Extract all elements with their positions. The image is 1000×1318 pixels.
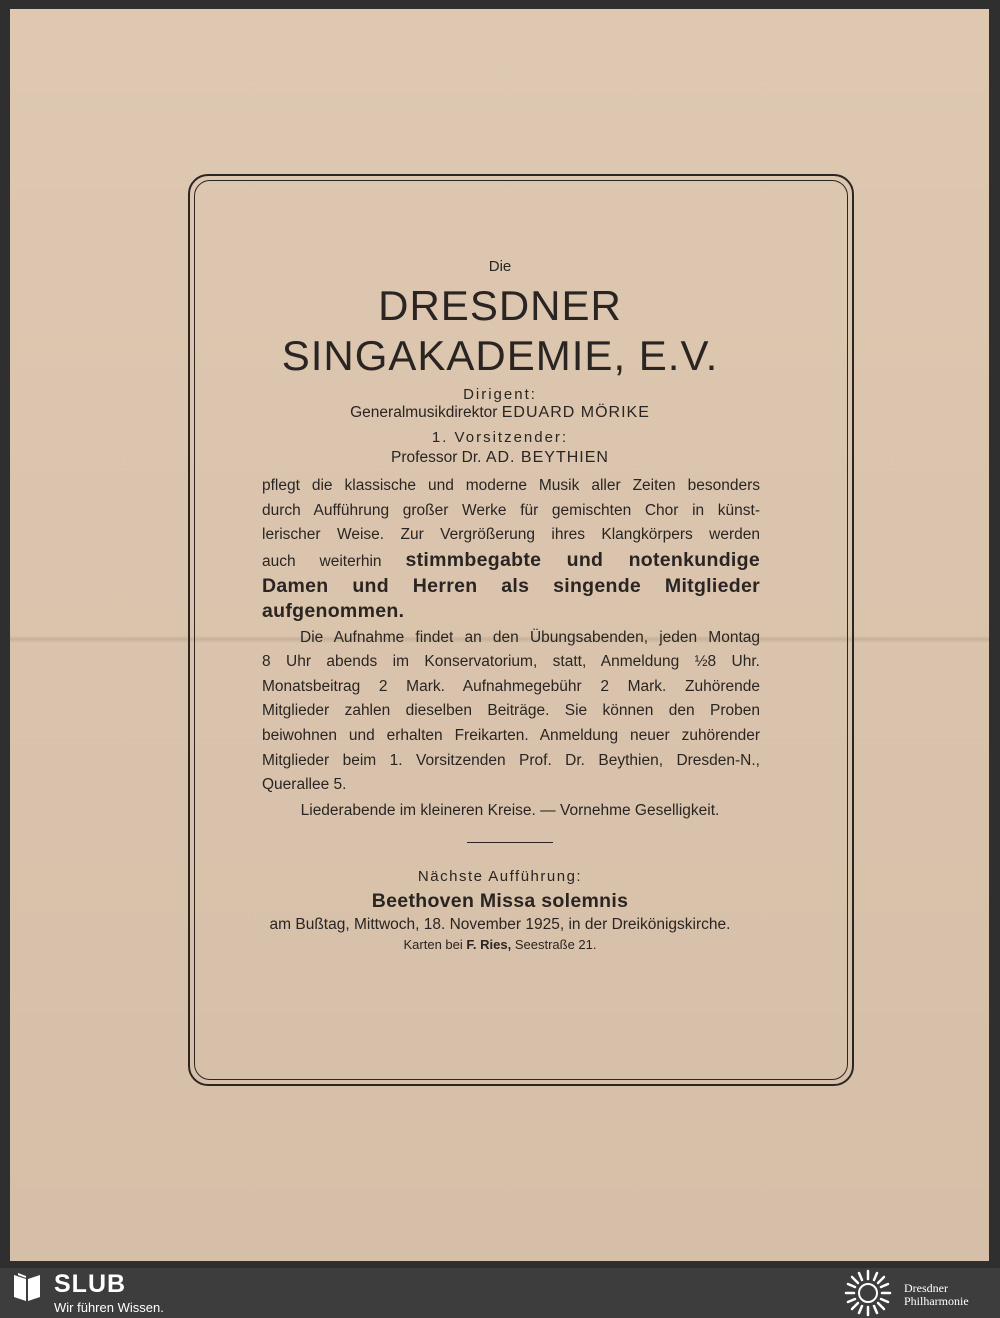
para2-line: 8 Uhr abends im Konservatorium, statt, Anmeldung ½8 Uhr.	[262, 653, 760, 671]
closing-line: Liederabende im kleineren Kreise. — Vornehme Geselligkeit.	[300, 802, 720, 819]
slub-logo-icon[interactable]	[12, 1271, 42, 1303]
body-bold-line: aufgenommen.	[262, 599, 405, 622]
intro-word: Die	[488, 258, 512, 275]
para2-line: beiwohnen und erhalten Freikarten. Anmeldung neuer zuhörender	[262, 726, 760, 744]
next-performance-label: Nächste Aufführung:	[417, 868, 583, 885]
philharmonie-line1: Dresdner	[904, 1281, 948, 1295]
para2-last-line: Querallee 5.	[262, 776, 347, 794]
body-line: durch Aufführung großer Werke für gemischten Chor in künst-	[262, 501, 760, 519]
section-divider	[467, 842, 553, 843]
body-line: lerischer Weise. Zur Vergrößerung ihres Klangkörpers werden	[262, 526, 760, 544]
next-performance-work: Beethoven Missa solemnis	[371, 890, 629, 912]
ticket-info	[0, 937, 1000, 952]
body-line-mixed	[262, 548, 760, 575]
para2-line: Die Aufnahme findet an den Übungsabenden, jeden Montag	[300, 628, 760, 646]
title-line-2: SINGAKADEMIE, E.V.	[281, 332, 719, 379]
title-line-1: DRESDNER	[378, 282, 622, 329]
para2-line: Monatsbeitrag 2 Mark. Aufnahmegebühr 2 Mark. Zuhörende	[262, 677, 760, 695]
philharmonie-logo-icon[interactable]	[841, 1268, 895, 1318]
body-line: pflegt die klassische und moderne Musik aller Zeiten besonders	[262, 477, 760, 494]
conductor-line	[0, 404, 1000, 422]
chair-name: AD. BEYTHIEN	[485, 449, 609, 466]
tickets-vendor: F. Ries,	[466, 937, 512, 952]
footer-bar	[0, 1268, 1000, 1318]
para2-line: Mitglieder beim 1. Vorsitzenden Prof. Dr. Beythien, Dresden-N.,	[262, 751, 760, 769]
tickets-prefix: Karten bei	[403, 937, 463, 952]
body-bold-text: stimmbegabte und notenkundige	[405, 548, 760, 571]
body-bold-line: Damen und Herren als singende Mitglieder	[262, 575, 760, 598]
chair-line	[0, 449, 1000, 467]
poster-body	[262, 474, 760, 798]
tickets-address: Seestraße 21.	[514, 937, 597, 952]
body-line-prefix: auch weiterhin	[262, 552, 382, 570]
para2-line: Mitglieder zahlen dieselben Beiträge. Sie können den Proben	[262, 702, 760, 720]
slub-name[interactable]: SLUB	[54, 1270, 127, 1298]
chair-title: Professor Dr.	[391, 449, 482, 466]
slub-tagline: Wir führen Wissen.	[54, 1300, 164, 1315]
conductor-title: Generalmusikdirektor	[350, 404, 498, 421]
philharmonie-name[interactable]	[904, 1282, 969, 1308]
philharmonie-line2: Philharmonie	[904, 1294, 969, 1308]
next-performance-date: am Bußtag, Mittwoch, 18. November 1925, in der Dreikönigskirche.	[269, 916, 731, 933]
conductor-label: Dirigent:	[463, 386, 537, 403]
chair-label: 1. Vorsitzender:	[431, 429, 569, 446]
conductor-name: EDUARD MÖRIKE	[501, 404, 650, 421]
